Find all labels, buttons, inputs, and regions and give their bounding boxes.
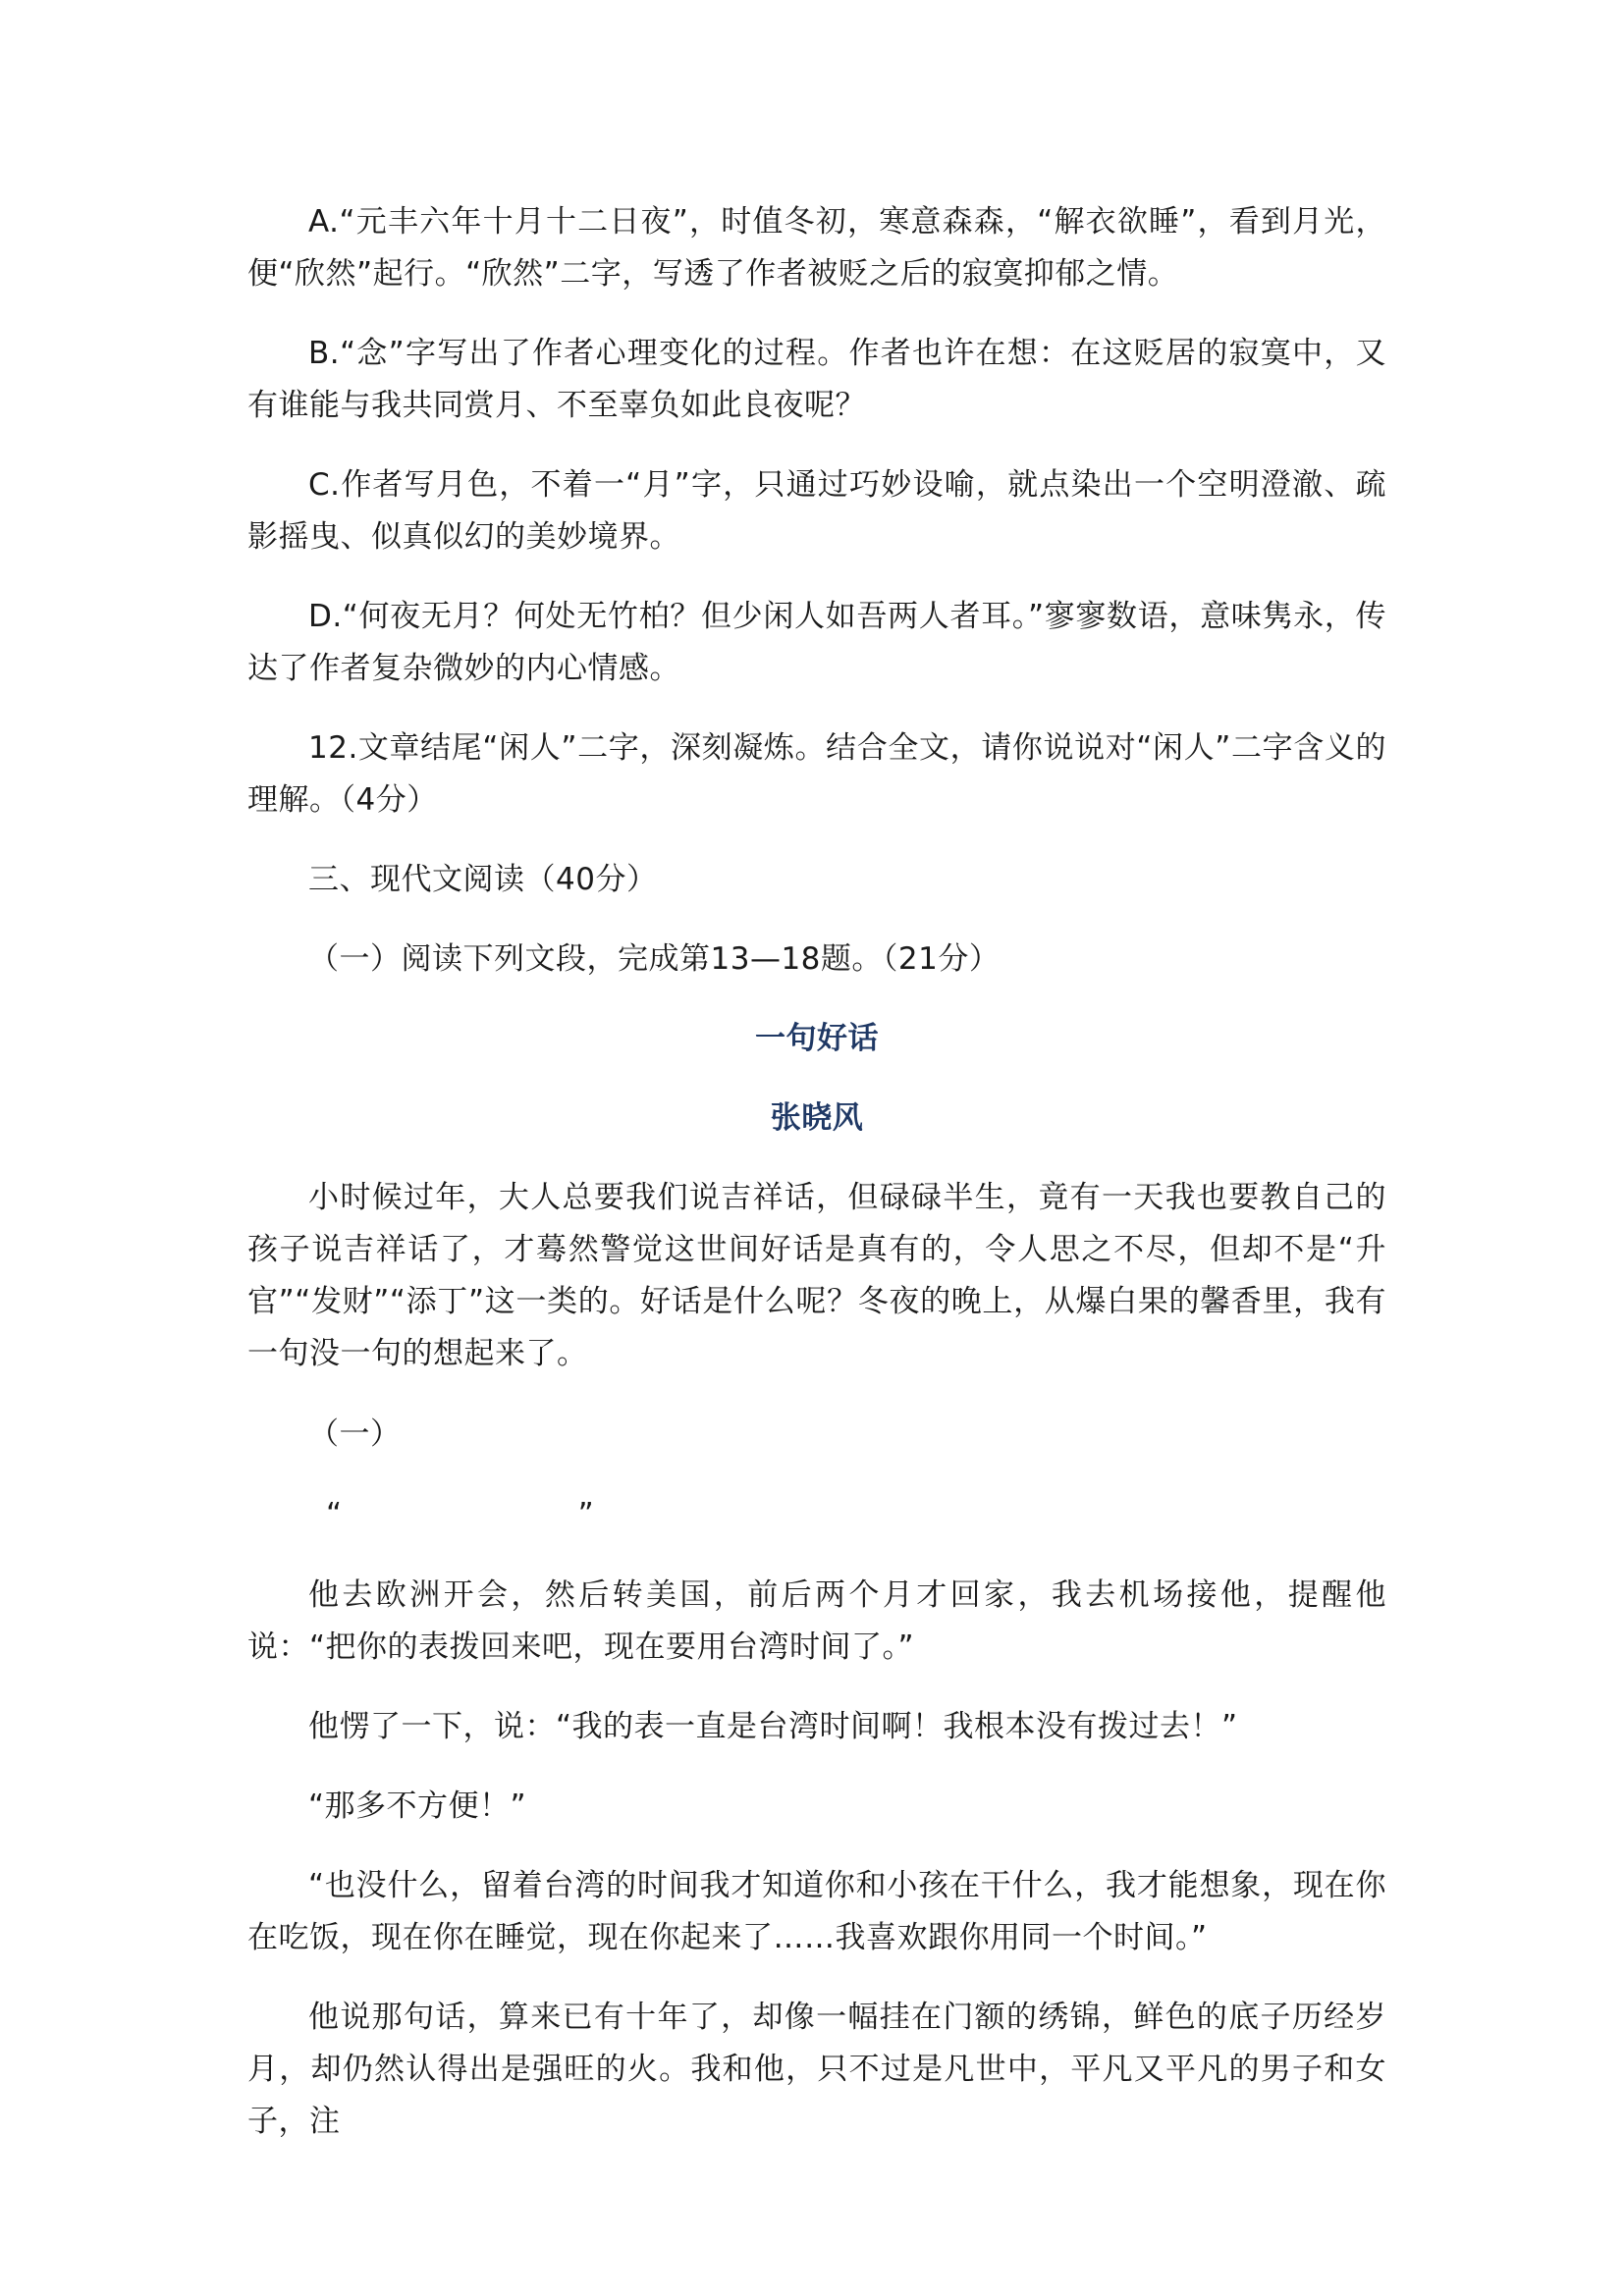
option-b: B.“念”字写出了作者心理变化的过程。作者也许在想：在这贬居的寂寞中，又有谁能与我共同赏月、不至辜负如此良夜呢？	[247, 336, 1386, 423]
article-paragraph-4: “也没什么，留着台湾的时间我才知道你和小孩在干什么，我才能想象，现在你在吃饭，现在你在睡觉，现在你起来了……我喜欢跟你用同一个时间。”	[247, 1868, 1386, 1955]
article-title: 一句好话	[755, 1021, 879, 1056]
close-quote: ”	[577, 1497, 595, 1532]
blank-quote-line	[247, 1489, 1386, 1541]
option-d: D.“何夜无月？何处无竹柏？但少闲人如吾两人者耳。”寥寥数语，意味隽永，传达了作者复杂微妙的内心情感。	[247, 599, 1386, 686]
article-intro: 小时候过年，大人总要我们说吉祥话，但碌碌半生，竟有一天我也要教自己的孩子说吉祥话了，才蓦然警觉这世间好话是真有的，令人思之不尽，但却不是“升官”“发财”“添丁”这一类的。好话是什么呢？冬夜的晚上，从爆白果的馨香里，我有一句没一句的想起来了。	[247, 1180, 1386, 1371]
article-paragraph-2: 他愣了一下，说：“我的表一直是台湾时间啊！我根本没有拨过去！”	[308, 1709, 1238, 1744]
option-c: C.作者写月色，不着一“月”字，只通过巧妙设喻，就点染出一个空明澄澈、疏影摇曳、似真似幻的美妙境界。	[247, 467, 1386, 555]
article-paragraph-3: “那多不方便！”	[308, 1789, 527, 1824]
option-a: A.“元丰六年十月十二日夜”，时值冬初，寒意森森，“解衣欲睡”，看到月光，便“欣然”起行。“欣然”二字，写透了作者被贬之后的寂寞抑郁之情。	[247, 204, 1386, 292]
article-paragraph-1: 他去欧洲开会，然后转美国，前后两个月才回家，我去机场接他，提醒他说：“把你的表拨回来吧，现在要用台湾时间了。”	[247, 1577, 1386, 1665]
question-12: 12.文章结尾“闲人”二字，深刻凝炼。结合全文，请你说说对“闲人”二字含义的理解。（4分）	[247, 730, 1386, 818]
part-label: （一）	[308, 1416, 402, 1452]
section-heading: 三、现代文阅读（40分）	[308, 862, 658, 897]
subsection-heading: （一）阅读下列文段，完成第13—18题。（21分）	[308, 941, 1001, 977]
article-author: 张晓风	[770, 1100, 864, 1136]
page-content	[247, 196, 1386, 2148]
article-paragraph-5: 他说那句话，算来已有十年了，却像一幅挂在门额的绣锦，鲜色的底子历经岁月，却仍然认得出是强旺的火。我和他，只不过是凡世中，平凡又平凡的男子和女子，注	[247, 2000, 1386, 2139]
open-quote: “	[326, 1497, 343, 1532]
